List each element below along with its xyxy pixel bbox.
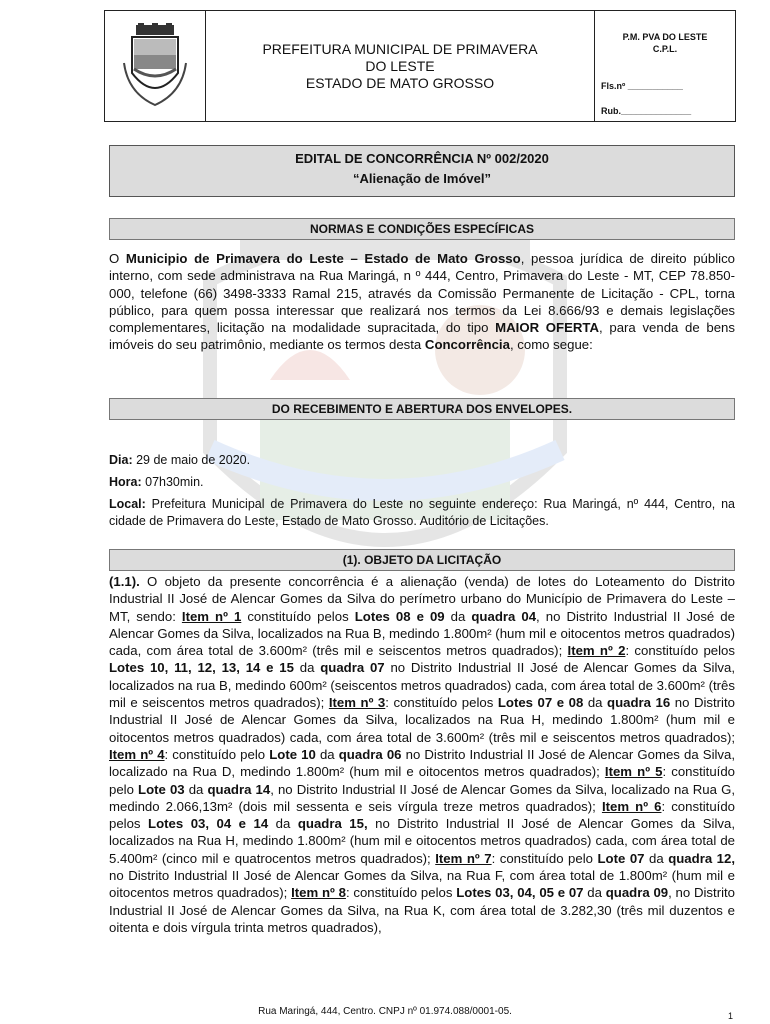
objeto-text: no Distrito Industrial II José de Alencar Gomes da Silva, na Rua F, com área total de 1.800m² (hum mil e oitocentos metros quadrados);: [109, 868, 735, 901]
header-control-box: [595, 11, 735, 121]
lote-label: Lote 10: [269, 746, 316, 762]
edital-subtitle: “Alienação de Imóvel”: [353, 171, 491, 186]
rub-field: Rub.______________: [601, 106, 692, 116]
item-3-label: Item nº 3: [328, 695, 386, 711]
objeto-text: no Distrito Industrial II José de Alencar Gomes da Silva, localizados na Rua H, medindo 1.800m² (hum mil e oitocentos metros quadrados) cada, com área total de 5.400m² (cinco mil e quatrocentos metros quadrados);: [109, 816, 735, 866]
edital-title: EDITAL DE CONCORRÊNCIA Nº 002/2020: [295, 151, 549, 166]
quadra-label: quadra 14: [207, 781, 271, 797]
item-4-label: Item nº 4: [109, 746, 165, 762]
quadra-label: quadra 16: [607, 695, 671, 711]
objeto-text: , no Distrito Industrial II José de Alencar Gomes da Silva, localizados na Rua B, medindo 1.800m² (hum mil e oitocentos metros quadrados) cada, com área total de 3.600m² (três mil e seiscentos metros quadrados);: [109, 608, 735, 659]
objeto-text: : constituído pelos: [385, 695, 498, 711]
item-1-label: Item nº 1: [181, 608, 242, 624]
intro-text-3: , para venda de bens imóveis do seu patrimônio, mediante os termos desta: [109, 320, 735, 353]
header-title-line2: DO LESTE: [365, 57, 435, 74]
header-title: [206, 11, 595, 121]
edital-title-box: [109, 145, 735, 197]
item-6-label: Item nº 6: [601, 798, 662, 814]
objeto-text: : constituído pelos: [625, 643, 735, 659]
section-recebimento: DO RECEBIMENTO E ABERTURA DOS ENVELOPES.: [109, 398, 735, 420]
intro-text-4: , como segue:: [509, 337, 593, 353]
objeto-text: da: [315, 746, 339, 762]
objeto-text: : constituído pelo: [164, 746, 270, 762]
footer-address: Rua Maringá, 444, Centro. CNPJ nº 01.974.088/0001-05.: [258, 1006, 512, 1017]
lotes-label: Lotes 08 e 09: [354, 608, 445, 624]
recebimento-dia: [109, 452, 735, 469]
objeto-text: no Distrito Industrial II José de Alencar Gomes da Silva, localizado na Rua D, medindo 1.800m² (hum mil e oitocentos metros quadrados);: [109, 746, 736, 780]
objeto-text: : constituído pelos: [345, 885, 457, 901]
hora-label: Hora:: [109, 475, 142, 489]
intro-paragraph: [109, 250, 735, 354]
lotes-label: Lotes 07 e 08: [497, 695, 584, 711]
objeto-text: O objeto da presente concorrência é a alienação (venda) de lotes do Loteamento do Distrito Industrial II José de Alencar Gomes da Silva do perímetro urbano do Município de Primavera do Leste – MT, sendo:: [109, 574, 735, 624]
dia-value: 29 de maio de 2020.: [132, 453, 251, 467]
item-8-label: Item nº 8: [291, 885, 346, 901]
lote-label: Lote 07: [597, 850, 645, 866]
intro-entity: Municipio de Primavera do Leste – Estado de Mato Grosso: [125, 251, 521, 266]
quadra-label: quadra 09: [605, 885, 669, 901]
lotes-label: Lotes 03, 04 e 14: [148, 816, 269, 832]
quadra-label: quadra 15,: [297, 816, 368, 832]
objeto-text: : constituído pelo: [491, 850, 598, 866]
dia-label: Dia:: [109, 453, 133, 467]
header-title-line3: ESTADO DE MATO GROSSO: [305, 74, 495, 91]
objeto-text: da: [583, 695, 608, 711]
section-objeto: (1). OBJETO DA LICITAÇÃO: [109, 549, 735, 571]
objeto-text: : constituído pelo: [109, 764, 735, 797]
quadra-label: quadra 04: [471, 608, 537, 624]
objeto-paragraph: [109, 573, 735, 936]
hora-value: 07h30min.: [141, 475, 204, 489]
intro-text-2: , pessoa jurídica de direito público interno, com sede administrava na Rua Maringá, n º 444, Centro, Primavera do Leste - MT, CEP 78.850-000, telefone (66) 3498-3333 Ramal 215, através da Comissão Permanente de Licitação - CPL, torna público, para quem possa interessar que realizará nos termos da Lei 8.666/93 e demais legislações complementares, licitação na modalidade supracitada, do tipo: [109, 251, 736, 336]
org-code: [595, 31, 735, 55]
org-line2: C.P.L.: [652, 44, 678, 54]
quadra-label: quadra 07: [320, 660, 385, 676]
objeto-text: da: [644, 850, 669, 866]
objeto-text: no Distrito Industrial II José de Alencar Gomes da Silva, localizados na rua B, medindo 600m² (seiscentos metros quadrados) cada, com área total de 3.600m² (três mil e seiscentos metros quadrados);: [109, 660, 736, 711]
fls-field: Fls.nº ___________: [601, 81, 683, 91]
quadra-label: quadra 06: [338, 746, 402, 762]
lotes-label: Lotes 03, 04, 05 e 07: [456, 885, 584, 901]
objeto-text: da: [444, 608, 472, 624]
intro-text-1: O: [109, 251, 126, 266]
section-normas: NORMAS E CONDIÇÕES ESPECÍFICAS: [109, 218, 735, 240]
item-5-label: Item nº 5: [604, 764, 663, 780]
municipal-coat-of-arms-icon: [122, 23, 188, 109]
quadra-label: quadra 12,: [668, 850, 735, 866]
page-number: 1: [728, 1011, 734, 1021]
org-line1: P.M. PVA DO LESTE: [622, 32, 708, 42]
objeto-text: , no Distrito Industrial II José de Alencar Gomes da Silva, localizado na Rua G, medindo 2.066,13m² (dois mil sessenta e seis vírgula treze metros quadrados);: [109, 781, 735, 814]
objeto-text: da: [583, 885, 606, 901]
header-title-line1: PREFEITURA MUNICIPAL DE PRIMAVERA: [262, 40, 538, 57]
item-2-label: Item nº 2: [567, 643, 626, 659]
objeto-text: da: [293, 660, 321, 676]
intro-concorrencia: Concorrência: [424, 337, 510, 353]
objeto-text: da: [184, 781, 208, 797]
local-label: Local:: [109, 497, 146, 511]
recebimento-local: [109, 496, 735, 530]
document-header: [104, 10, 736, 122]
objeto-number: (1.1).: [109, 574, 140, 589]
objeto-text: no Distrito Industrial II José de Alencar Gomes da Silva, localizados na Rua H, medindo 1.800m² (hum mil e oitocentos metros quadrados) cada, com área total de 3.600m² (três mil e seiscentos metros quadrados);: [109, 695, 735, 745]
objeto-text: constituído pelos: [241, 608, 355, 624]
objeto-text: , no Distrito Industrial II José de Alencar Gomes da Silva, na Rua K, com área total de 3.282,30 (três mil duzentos e oitenta e dois vírgula trinta metros quadrados),: [109, 885, 736, 935]
lote-label: Lote 03: [138, 781, 185, 797]
item-7-label: Item nº 7: [435, 850, 492, 866]
recebimento-hora: [109, 474, 735, 491]
local-value: Prefeitura Municipal de Primavera do Leste no seguinte endereço: Rua Maringá, nº 444, Centro, na cidade de Primavera do Leste, Estado de Mato Grosso. Auditório de Licitações.: [109, 497, 735, 528]
objeto-text: : constituído pelos: [109, 798, 735, 832]
lotes-label: Lotes 10, 11, 12, 13, 14 e 15: [109, 660, 294, 676]
logo-cell: [105, 11, 206, 121]
intro-type: MAIOR OFERTA: [495, 320, 600, 336]
objeto-text: da: [268, 816, 298, 832]
